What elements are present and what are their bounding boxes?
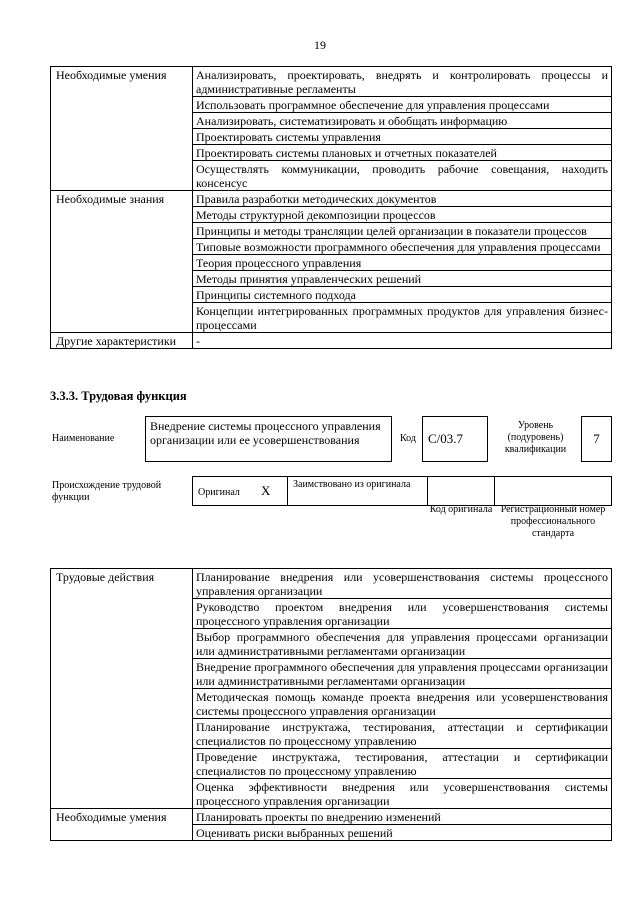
row-text: Принципы системного подхода — [193, 287, 612, 303]
row-group-label: Трудовые действия — [51, 569, 193, 809]
original-code-cell — [427, 476, 495, 506]
code-label: Код — [400, 433, 416, 444]
table-row — [51, 191, 612, 207]
level-box — [581, 416, 612, 462]
table-row — [51, 569, 612, 599]
row-text: Анализировать, систематизировать и обобщать информацию — [193, 113, 612, 129]
origin-label: Происхождение трудовой функции — [52, 480, 162, 503]
code-caption: Код оригинала — [429, 504, 493, 515]
table-row — [51, 67, 612, 97]
row-text: Методы принятия управленческих решений — [193, 271, 612, 287]
function-code: C/03.7 — [428, 431, 464, 446]
row-group-label: Необходимые умения — [51, 67, 193, 191]
row-text: Методическая помощь команде проекта внедрения или усовершенствования системы процессного управления организации — [193, 689, 612, 719]
row-text: Использовать программное обеспечение для управления процессами — [193, 97, 612, 113]
original-mark: X — [261, 483, 271, 498]
row-text: Теория процессного управления — [193, 255, 612, 271]
section-title: 3.3.3. Трудовая функция — [50, 389, 187, 403]
row-text: Анализировать, проектировать, внедрять и контролировать процессы и административные регламенты — [193, 67, 612, 97]
row-text: Осуществлять коммуникации, проводить рабочие совещания, находить консенсус — [193, 161, 612, 191]
row-text: Проектировать системы плановых и отчетных показателей — [193, 145, 612, 161]
row-text: Проведение инструктажа, тестирования, аттестации и сертификации специалистов по процессному управлению — [193, 749, 612, 779]
row-text: Концепции интегрированных программных продуктов для управления бизнес-процессами — [193, 303, 612, 333]
page-number: 19 — [314, 38, 326, 52]
function-name-box — [145, 416, 392, 462]
registration-number-cell — [494, 476, 612, 506]
row-group-label: Другие характеристики — [51, 333, 193, 349]
name-label: Наименование — [52, 433, 115, 444]
row-text: Правила разработки методических документов — [193, 191, 612, 207]
requirements-table — [50, 66, 612, 349]
row-text: - — [193, 333, 612, 349]
original-cell — [192, 476, 288, 506]
table-row — [51, 809, 612, 825]
row-text: Внедрение программного обеспечения для управления процессами организации или административными регламентами организации — [193, 659, 612, 689]
borrowed-cell — [287, 476, 428, 506]
row-text: Оценка эффективности внедрения или усовершенствования системы процессного управления организации — [193, 779, 612, 809]
row-text: Планировать проекты по внедрению изменений — [193, 809, 612, 825]
row-text: Планирование инструктажа, тестирования, аттестации и сертификации специалистов по процессному управлению — [193, 719, 612, 749]
registration-caption: Регистрационный номер профессионального стандарта — [500, 504, 606, 539]
row-group-label: Необходимые умения — [51, 809, 193, 841]
level-value: 7 — [593, 431, 600, 446]
borrowed-label: Заимствовано из оригинала — [293, 479, 411, 490]
row-text: Проектировать системы управления — [193, 129, 612, 145]
row-text: Принципы и методы трансляции целей организации в показатели процессов — [193, 223, 612, 239]
row-text: Руководство проектом внедрения или усовершенствования системы процессного управления организации — [193, 599, 612, 629]
row-group-label: Необходимые знания — [51, 191, 193, 333]
row-text: Методы структурной декомпозиции процессов — [193, 207, 612, 223]
row-text: Выбор программного обеспечения для управления процессами организации или административными регламентами организации — [193, 629, 612, 659]
actions-table — [50, 568, 612, 841]
table-row — [51, 333, 612, 349]
row-text: Оценивать риски выбранных решений — [193, 825, 612, 841]
function-name: Внедрение системы процессного управления организации или ее усовершенствования — [150, 419, 381, 447]
function-code-box — [422, 416, 488, 462]
row-text: Планирование внедрения или усовершенствования системы процессного управления организации — [193, 569, 612, 599]
row-text: Типовые возможности программного обеспечения для управления процессами — [193, 239, 612, 255]
original-label: Оригинал — [198, 487, 240, 498]
level-label: Уровень (подуровень) квалификации — [504, 420, 567, 455]
